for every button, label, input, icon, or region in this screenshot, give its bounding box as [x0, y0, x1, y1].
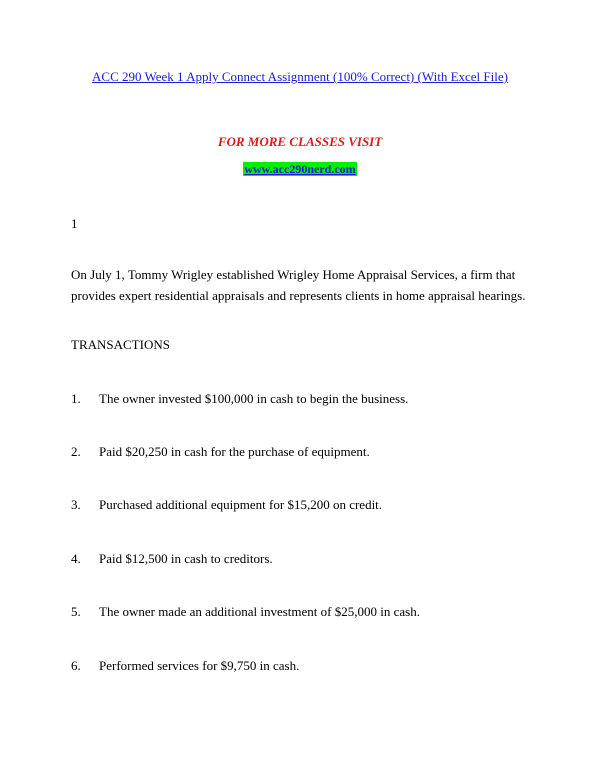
transaction-text: The owner made an additional investment of $25,000 in cash. [99, 604, 420, 619]
promo-text: FOR MORE CLASSES VISIT [217, 134, 383, 149]
transaction-text: The owner invested $100,000 in cash to begin the business. [99, 391, 409, 406]
transaction-number: 1. [71, 391, 81, 406]
transaction-text: Paid $20,250 in cash for the purchase of equipment. [99, 444, 370, 459]
transaction-item [71, 391, 541, 407]
page-number: 1 [71, 216, 78, 231]
transaction-number: 6. [71, 658, 81, 673]
transaction-item [71, 551, 541, 567]
transaction-text: Performed services for $9,750 in cash. [99, 658, 300, 673]
transaction-item [71, 444, 541, 460]
transaction-number: 4. [71, 551, 81, 566]
document-title-link[interactable]: ACC 290 Week 1 Apply Connect Assignment (100% Correct) (With Excel File) [92, 69, 508, 84]
section-heading: TRANSACTIONS [71, 337, 170, 352]
transaction-number: 2. [71, 444, 81, 459]
intro-paragraph: On July 1, Tommy Wrigley established Wrigley Home Appraisal Services, a firm that provides expert residential appraisals and represents clients in home appraisal hearings. [71, 267, 526, 303]
site-link-container [0, 162, 600, 177]
site-link[interactable]: www.acc290nerd.com [244, 162, 356, 176]
transaction-number: 3. [71, 497, 81, 512]
transaction-item [71, 604, 541, 620]
transaction-number: 5. [71, 604, 81, 619]
transaction-item [71, 497, 541, 513]
transaction-text: Paid $12,500 in cash to creditors. [99, 551, 273, 566]
transaction-item [71, 658, 541, 674]
transaction-text: Purchased additional equipment for $15,200 on credit. [99, 497, 383, 512]
